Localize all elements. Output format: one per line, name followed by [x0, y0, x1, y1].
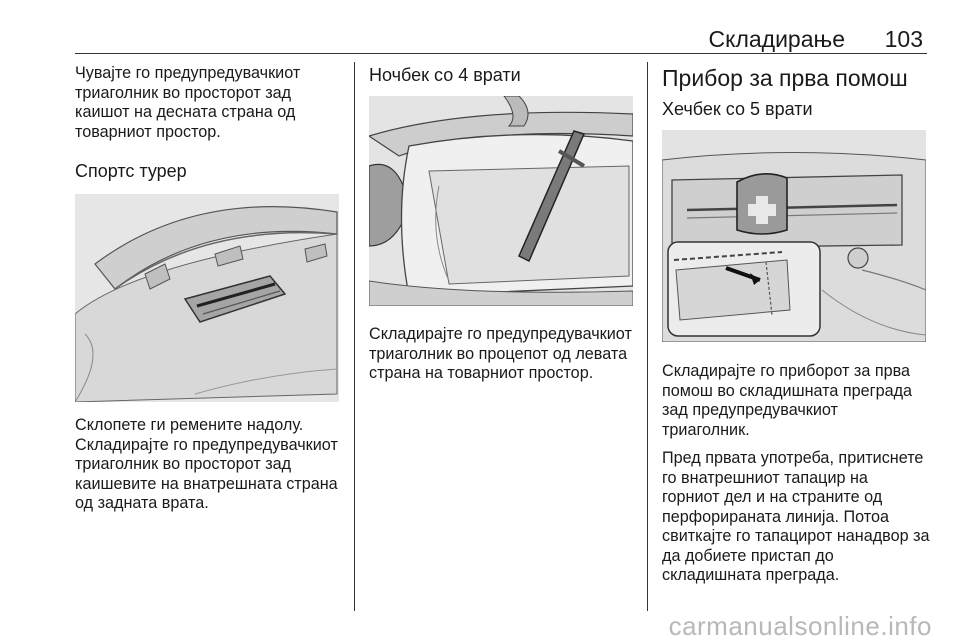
- figure-hatchback: [662, 130, 926, 342]
- column-3: [662, 64, 930, 586]
- section-title: Складирање: [708, 26, 845, 52]
- column-divider-2: [647, 62, 648, 611]
- sports-tourer-paragraph: Склопете ги ремените надолу. Складирајте го предупредувачкиот триаголник во просторот зад каишевите на внатрешната страна од задната врата.: [75, 416, 338, 512]
- column-1: [75, 64, 340, 514]
- page-header: [75, 26, 927, 54]
- page-number: 103: [884, 26, 923, 52]
- figure-notchback: [369, 96, 633, 306]
- figure-sports-tourer: [75, 194, 339, 402]
- heading-notchback: Ночбек со 4 врати: [369, 65, 521, 85]
- column-divider-1: [354, 62, 355, 611]
- header-rule: [75, 53, 927, 54]
- heading-hatchback: Хечбек со 5 врати: [662, 99, 813, 119]
- heading-sports-tourer: Спортс турер: [75, 161, 187, 181]
- column-2: [369, 64, 634, 384]
- heading-first-aid-kit: Прибор за прва помош: [662, 65, 908, 91]
- first-aid-paragraph-2: Пред првата употреба, притиснете го внатрешниот тапацир на горниот дел и на страните од перфорираната линија. Потоа свиткајте го тапацирот нанадвор за да добиете пристап до складишната преграда.: [662, 449, 930, 584]
- first-aid-paragraph-1: Складирајте го приборот за прва помош во складишната преграда зад предупредувачкиот триаголник.: [662, 362, 913, 439]
- intro-paragraph: Чувајте го предупредувачкиот триаголник во просторот зад каишот на десната страна од товарниот простор.: [75, 64, 301, 141]
- notchback-paragraph: Складирајте го предупредувачкиот триаголник во процепот од левата страна на товарниот простор.: [369, 325, 632, 382]
- watermark: carmanualsonline.info: [668, 611, 932, 641]
